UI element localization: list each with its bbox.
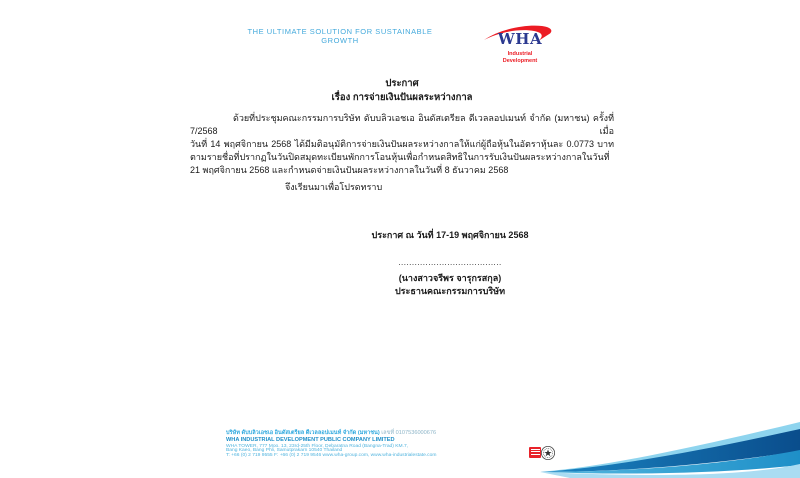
body-line: ตามรายชื่อที่ปรากฏในวันปิดสมุดทะเบียนพักการโอนหุ้นเพื่อกำหนดสิทธิในการรับเงินปันผลระหว่างกาลในวันที่ (190, 152, 610, 162)
document-subject: เรื่อง การจ่ายเงินปันผลระหว่างกาล (331, 92, 473, 103)
closing-line: จึงเรียนมาเพื่อโปรดทราบ (285, 182, 383, 192)
logo-wordmark: WHA (497, 30, 543, 48)
body-line: วันที่ 14 พฤศจิกายน 2568 ได้มีมติอนุมัติการจ่ายเงินปันผลระหว่างกาลให้แก่ผู้ถือหุ้นในอัตราหุ้นละ 0.0773 บาท (190, 139, 614, 149)
footer-address-line1: WHA TOWER, 777 Moo. 13, 23rd-25th Floor, Debaratna Road (Bangna-Trad) KM.7, (226, 443, 409, 449)
footer-company-en: WHA INDUSTRIAL DEVELOPMENT PUBLIC COMPANY LIMITED (226, 436, 395, 443)
footer-company-th-text: บริษัท ดับบลิวเอชเอ อินดัสเตรียล ดีเวลลอปเมนท์ จำกัด (มหาชน) (226, 430, 380, 436)
body-line: 21 พฤศจิกายน 2568 และกำหนดจ่ายเงินปันผลระหว่างกาลในวันที่ 8 ธันวาคม 2568 (190, 165, 509, 175)
signature-dotted-line: ...................................... (398, 258, 502, 267)
footer-address-line2: Bang Kaeo, Bang Phli, Samutprakarn 10540 Thailand (226, 448, 343, 454)
announce-date-line: ประกาศ ณ วันที่ 17-19 พฤศจิกายน 2568 (371, 230, 529, 240)
wha-logo (484, 24, 556, 66)
signatory-name: (นางสาวจรีพร จารุกรสกุล) (398, 273, 502, 283)
header-tagline: THE ULTIMATE SOLUTION FOR SUSTAINABLE GROWTH (247, 27, 433, 45)
body-paragraph (190, 112, 614, 177)
footer-swoosh-graphic (540, 420, 800, 478)
signatory-title: ประธานคณะกรรมการบริษัท (394, 286, 506, 296)
footer-registration-number: เลขที่ 0107536000676 (379, 430, 437, 436)
logo-subtitle-industrial: Industrial (507, 51, 533, 57)
body-line: ด้วยที่ประชุมคณะกรรมการบริษัท ดับบลิวเอชเอ อินดัสเตรียล ดีเวลลอปเมนท์ จำกัด (มหาชน) ครั้งที่ 7/2568 เมื่อ (190, 113, 614, 136)
logo-subtitle-development: Development (502, 57, 538, 64)
footer (226, 430, 546, 459)
footer-contact-line: T: +66 (0) 2 719 9555 F: +66 (0) 2 719 9546 www.wha-group.com, www.wha-industrialestate.com (226, 453, 437, 459)
document-title: ประกาศ (385, 78, 419, 89)
